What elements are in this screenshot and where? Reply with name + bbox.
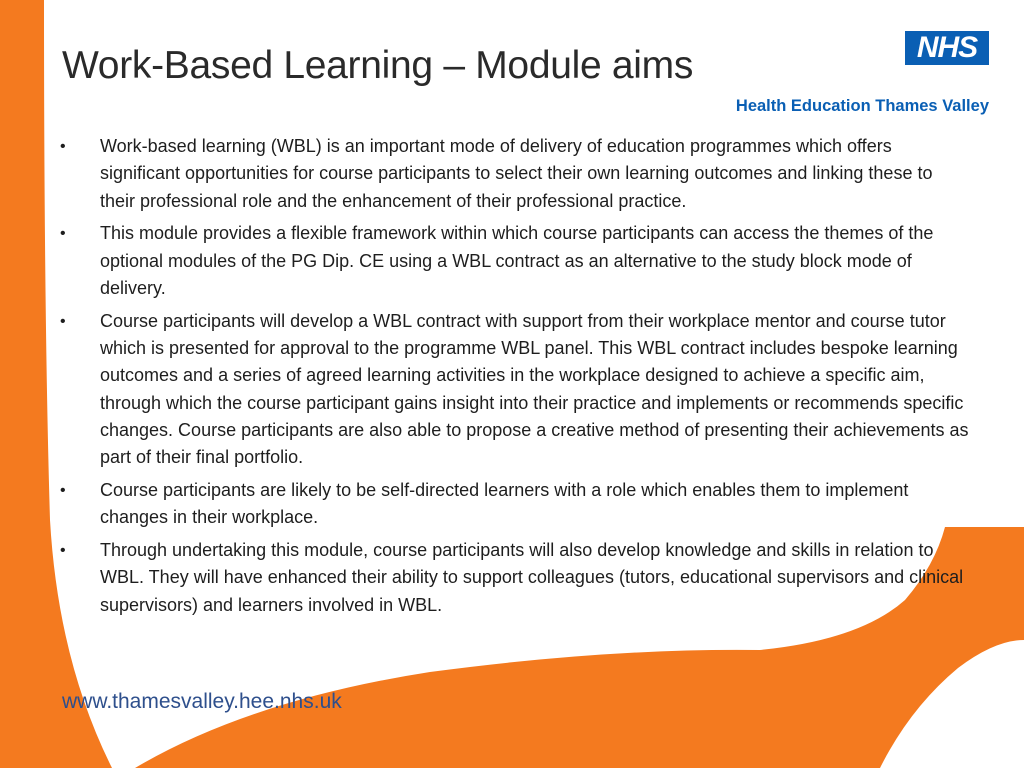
bullet-item xyxy=(60,308,970,472)
bullet-marker: • xyxy=(60,225,66,243)
slide-title: Work-Based Learning – Module aims xyxy=(62,44,694,87)
left-orange-band xyxy=(0,0,112,768)
bullet-marker: • xyxy=(60,312,66,330)
nhs-logo xyxy=(905,31,989,65)
bullet-text: Course participants will develop a WBL contract with support from their workplace mentor and course tutor which is presented for approval to the programme WBL panel. This WBL contract includes bespoke learning outcomes and a series of agreed learning activities in the workplace designed to achieve a specific aim, through which the course participant gains insight into their practice and implements or recommends specific changes. Course participants are also able to propose a creative method of presenting their achievements as part of their final portfolio. xyxy=(100,310,969,468)
footer-url-link[interactable]: www.thamesvalley.hee.nhs.uk xyxy=(62,690,342,713)
nhs-logo-text: NHS xyxy=(916,31,978,64)
bullet-text: Work-based learning (WBL) is an important mode of delivery of education programmes which offers significant opportunities for course participants to select their own learning outcomes and linking these to their professional role and the enhancement of their professional practice. xyxy=(100,136,933,211)
bullet-item xyxy=(60,477,970,532)
organisation-name: Health Education Thames Valley xyxy=(735,97,989,115)
bullet-text: Through undertaking this module, course participants will also develop knowledge and skills in relation to WBL. They will have enhanced their ability to support colleagues (tutors, educational supervisors and clinical supervisors) and learners involved in WBL. xyxy=(100,540,964,615)
aims-bullet-list xyxy=(60,133,970,625)
bullet-marker: • xyxy=(60,482,66,500)
bullet-item xyxy=(60,133,970,215)
bullet-item xyxy=(60,537,970,619)
bullet-text: Course participants are likely to be self-directed learners with a role which enables them to implement changes in their workplace. xyxy=(100,480,909,528)
bullet-marker: • xyxy=(60,542,66,560)
bullet-marker: • xyxy=(60,138,66,155)
bullet-text: This module provides a flexible framework within which course participants can access the themes of the optional modules of the PG Dip. CE using a WBL contract as an alternative to the study block mode of delivery. xyxy=(100,223,934,298)
bullet-item xyxy=(60,220,970,302)
